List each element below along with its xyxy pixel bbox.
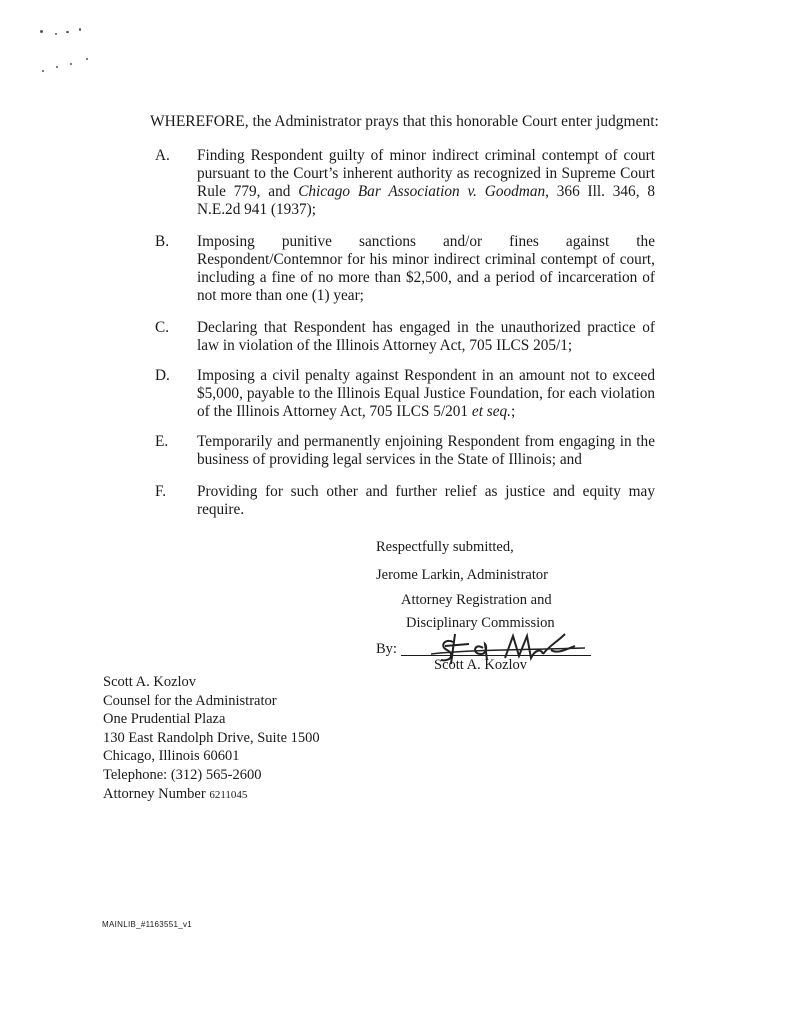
attorney-number-line: Attorney Number 6211045 — [103, 785, 248, 802]
org-line-1: Attorney Registration and — [401, 592, 552, 608]
relief-text: Finding Respondent guilty of minor indirect criminal contempt of court pursuant to the Court’s inherent authority as recognized in Supreme Court Rule 779, and Chicago Bar Association v. Goodman, 366 Ill. 346, 8 N.E.2d 941 (1937); — [197, 147, 655, 218]
relief-letter: F. — [155, 483, 167, 500]
relief-item-e — [155, 433, 655, 483]
relief-letter: C. — [155, 319, 170, 336]
by-label: By: — [376, 641, 397, 657]
relief-letter: A. — [155, 147, 170, 164]
scan-speck — [40, 30, 43, 33]
counsel-role: Counsel for the Administrator — [103, 692, 277, 709]
scan-speck — [70, 63, 72, 65]
scan-speck — [66, 31, 69, 33]
administrator-name: Jerome Larkin, Administrator — [376, 567, 548, 583]
address-city: Chicago, Illinois 60601 — [103, 748, 240, 765]
relief-text: Temporarily and permanently enjoining Respondent from engaging in the business of providing legal services in the State of Illinois; and — [197, 433, 655, 468]
wherefore-paragraph: WHEREFORE, the Administrator prays that this honorable Court enter judgment: — [150, 113, 659, 130]
address-street-2: 130 East Randolph Drive, Suite 1500 — [103, 729, 320, 746]
relief-text: Declaring that Respondent has engaged in the unauthorized practice of law in violation of the Illinois Attorney Act, 705 ILCS 205/1; — [197, 319, 655, 354]
scan-speck — [55, 33, 57, 35]
et-seq: et seq. — [471, 403, 511, 420]
relief-letter: E. — [155, 433, 169, 450]
relief-text: Providing for such other and further relief as justice and equity may require. — [197, 483, 655, 518]
relief-text: Imposing a civil penalty against Respondent in an amount not to exceed $5,000, payable to the Illinois Equal Justice Foundation, for each violation of the Illinois Attorney Act, 705 ILCS 5/201 et seq.; — [197, 367, 655, 420]
case-citation: Chicago Bar Association v. Goodman — [298, 183, 546, 200]
counsel-address-block — [103, 673, 320, 804]
attorney-number: 6211045 — [209, 788, 248, 801]
relief-item-a — [155, 147, 655, 233]
relief-letter: B. — [155, 233, 170, 250]
signer-name: Scott A. Kozlov — [434, 657, 528, 673]
counsel-name: Scott A. Kozlov — [103, 674, 197, 690]
telephone: Telephone: (312) 565-2600 — [103, 766, 262, 783]
relief-item-b — [155, 233, 655, 319]
respectfully-submitted: Respectfully submitted, — [376, 539, 514, 555]
org-line-2: Disciplinary Commission — [406, 615, 555, 631]
address-street-1: One Prudential Plaza — [103, 711, 226, 728]
relief-text: Imposing punitive sanctions and/or fines against the Respondent/Contemnor for his minor indirect criminal contempt of court, including a fine of no more than $2,500, and a period of incarceration of not more than one (1) year; — [197, 233, 655, 304]
relief-item-c — [155, 319, 655, 367]
relief-item-f — [155, 483, 655, 523]
scan-speck — [86, 58, 88, 60]
scan-speck — [79, 28, 81, 31]
scan-speck — [42, 70, 44, 72]
relief-list — [155, 147, 655, 523]
relief-item-d — [155, 367, 655, 433]
relief-letter: D. — [155, 367, 170, 384]
scan-speck — [56, 66, 58, 68]
document-reference: MAINLIB_#1163551_v1 — [102, 920, 193, 929]
